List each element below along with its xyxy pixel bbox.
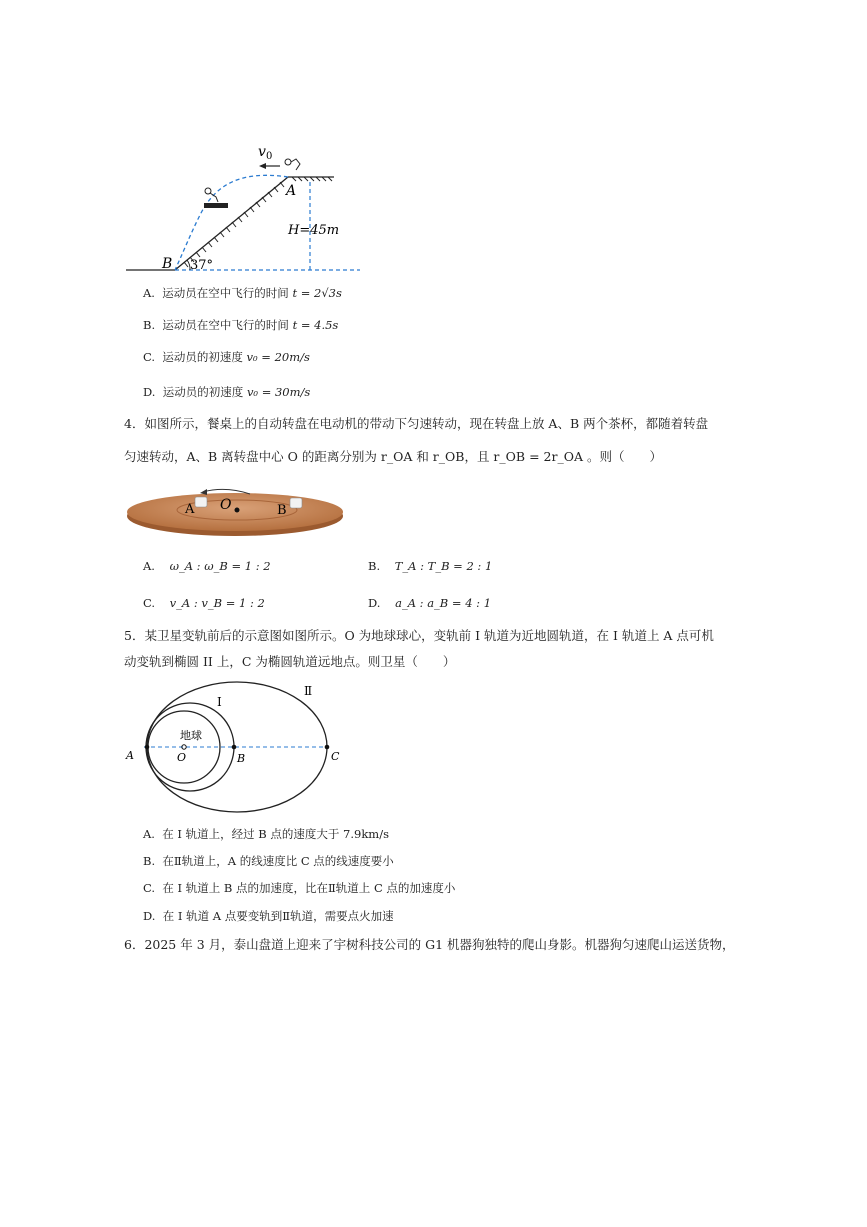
q4-option-c[interactable]: C. v_A : v_B = 1 : 2 — [143, 596, 265, 610]
ski-jump-figure — [120, 140, 360, 280]
q4-stem-line1: 4．如图所示，餐桌上的自动转盘在电动机的带动下匀速转动，现在转盘上放 A、B 两个茶杯，都随着转盘 — [124, 416, 709, 431]
q4-stem-line2: 匀速转动，A、B 离转盘中心 O 的距离分别为 r_OA 和 r_OB，且 r_OB = 2r_OA 。则（ ） — [124, 449, 662, 464]
point-b-label: B — [162, 256, 173, 272]
q3-option-b[interactable]: B. 运动员在空中飞行的时间 t = 4.5s — [143, 318, 339, 332]
q5-option-b[interactable]: B. 在Ⅱ轨道上，A 的线速度比 C 点的线速度要小 — [143, 854, 394, 868]
orbit1-label: Ⅰ — [217, 695, 222, 709]
q6-stem-line1: 6．2025 年 3 月，泰山盘道上迎来了宇树科技公司的 G1 机器狗独特的爬山身影。机器狗匀速爬山运送货物， — [124, 937, 735, 952]
q3-option-a[interactable]: A. 运动员在空中飞行的时间 t = 2√3s — [143, 286, 342, 300]
q3-option-c[interactable]: C. 运动员的初速度 v₀ = 20m/s — [143, 350, 310, 364]
q4-option-d[interactable]: D. a_A : a_B = 4 : 1 — [368, 596, 492, 610]
turntable-figure — [125, 480, 350, 540]
q4-option-b[interactable]: B. T_A : T_B = 2 : 1 — [368, 559, 493, 573]
q4-option-a[interactable]: A. ω_A : ω_B = 1 : 2 — [143, 559, 271, 573]
orbit-figure — [120, 680, 350, 820]
velocity-subscript: 0 — [266, 151, 273, 162]
point-b-label: B — [237, 752, 246, 765]
earth-label: 地球 — [180, 729, 202, 742]
point-c-label: C — [331, 750, 340, 763]
height-label: H=45m — [288, 223, 340, 238]
point-a-label: A — [286, 183, 297, 199]
center-o-label: O — [220, 497, 232, 513]
q5-option-d[interactable]: D. 在 I 轨道 A 点要变轨到Ⅱ轨道，需要点火加速 — [143, 909, 394, 923]
orbit2-label: Ⅱ — [304, 684, 313, 698]
q3-option-d[interactable]: D. 运动员的初速度 v₀ = 30m/s — [143, 385, 311, 399]
angle-label: 37° — [190, 258, 214, 273]
point-a-label: A — [126, 749, 134, 762]
q5-option-c[interactable]: C. 在 I 轨道上 B 点的加速度，比在Ⅱ轨道上 C 点的加速度小 — [143, 881, 456, 895]
q5-option-a[interactable]: A. 在 I 轨道上，经过 B 点的速度大于 7.9km/s — [143, 827, 389, 841]
q5-stem-line1: 5．某卫星变轨前后的示意图如图所示。O 为地球球心，变轨前 I 轨道为近地圆轨道，在 I 轨道上 A 点可机 — [124, 628, 714, 643]
q5-stem-line2: 动变轨到椭圆 II 上，C 为椭圆轨道远地点。则卫星（ ） — [124, 654, 456, 669]
center-o-label: O — [177, 751, 187, 764]
cup-b-label: B — [277, 503, 287, 518]
cup-a-label: A — [185, 502, 195, 517]
velocity-label: v — [258, 144, 266, 160]
